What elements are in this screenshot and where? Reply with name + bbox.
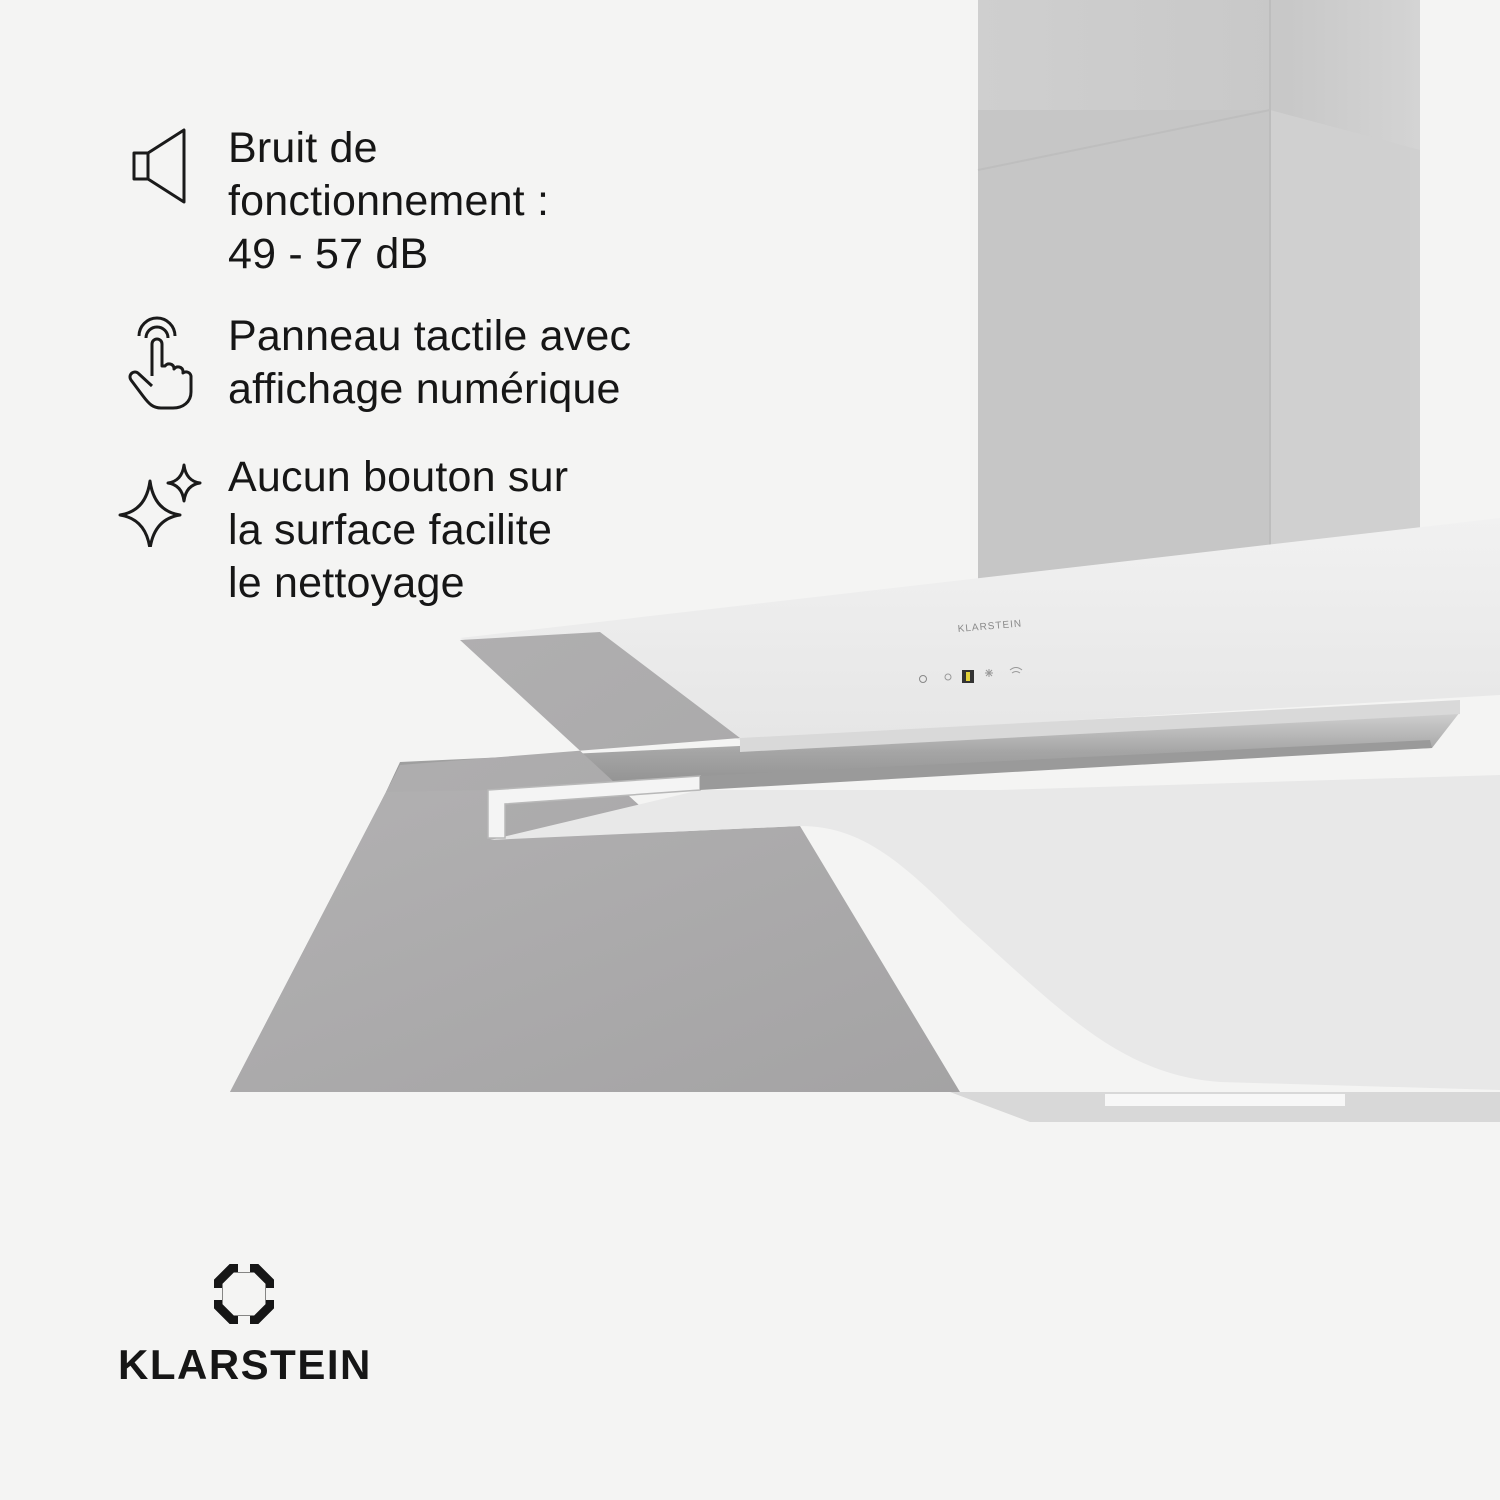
sparkle-icon [110,451,210,547]
feature-touch [110,310,631,416]
display-accent [966,672,970,681]
feature-noise [110,122,549,281]
hood-brand-label: KLARSTEIN [957,618,1023,635]
light-icon [985,669,993,677]
klarstein-logo [118,1264,378,1389]
feature-clean-text: Aucun bouton sur la surface facilite le nettoyage [228,453,569,607]
feature-touch-text: Panneau tactile avec affichage numérique [228,312,632,413]
hood-chimney [978,0,1420,580]
touch-icon [110,310,210,410]
speaker-icon [110,122,210,206]
brand-name: KLARSTEIN [118,1341,372,1388]
feature-noise-text: Bruit de fonctionnement : 49 - 57 dB [228,124,550,278]
klarstein-mark-icon [214,1264,378,1329]
feature-clean [110,451,568,610]
hood-underside [950,1092,1500,1122]
